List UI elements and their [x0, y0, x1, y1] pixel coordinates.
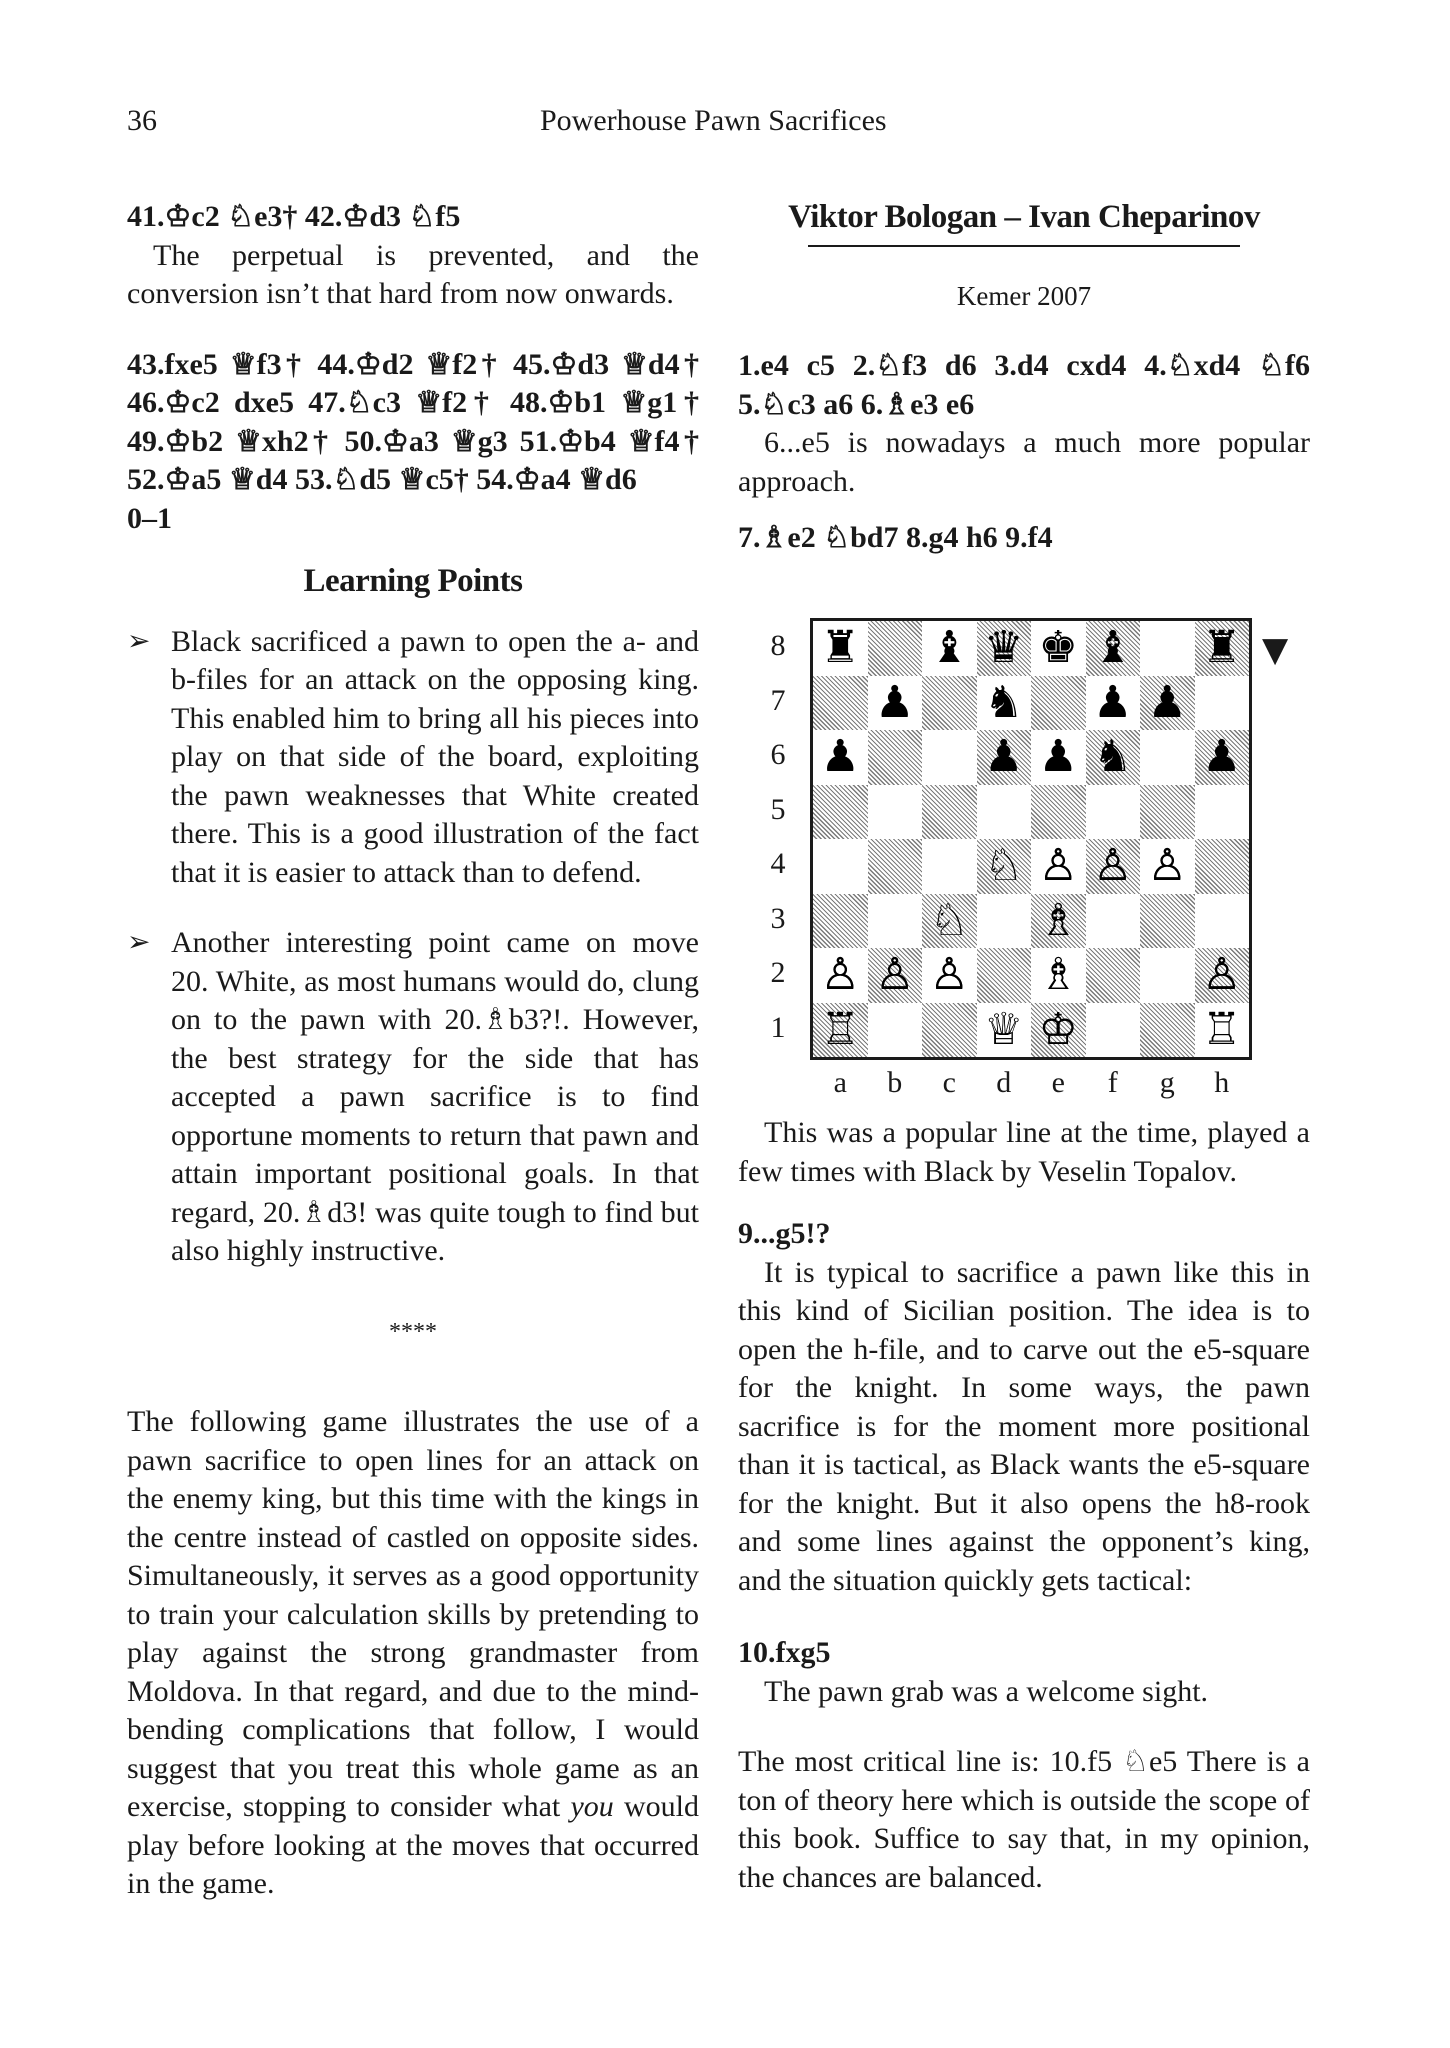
- file-label: c: [942, 1066, 956, 1099]
- square-g6: [1140, 730, 1195, 785]
- chess-piece-e6: ♟: [1038, 731, 1078, 782]
- moves-43-54: 43.fxe5 ♕f3† 44.♔d2 ♕f2† 45.♔d3 ♕d4† 46.♔c2 dxe5 47.♘c3 ♕f2† 48.♔b1 ♕g1† 49.♔b2 ♕xh2† 50.♔a3 ♕g3 51.♔b4 ♕f4† 52.♔a5 ♕d4 53.♘d5 ♕c5† 54.♔a4 ♕d6: [127, 347, 699, 496]
- chess-piece-a1: ♖: [820, 1003, 860, 1055]
- chess-board-diagram: [810, 618, 1252, 1060]
- rank-label: 7: [770, 683, 786, 717]
- intro-emphasis: you: [570, 1790, 614, 1823]
- square-h4: [1195, 839, 1250, 894]
- square-d2: [977, 948, 1032, 1003]
- chess-piece-a6: ♟: [820, 731, 860, 782]
- square-g5: [1140, 785, 1195, 840]
- chess-piece-f8: ♝: [1093, 622, 1133, 673]
- chess-piece-f7: ♟: [1093, 676, 1133, 728]
- square-h7: [1195, 676, 1250, 731]
- bullet-1-text: Black sacrificed a pawn to open the a- and b-files for an attack on the opposing king. This enabled him to bring all his pieces into play on that side of the board, exploiting the pawn weaknesses that White created there. This is a good illustration of the fact that it is easier to attack than to defend.: [171, 624, 699, 889]
- chess-piece-d6: ♟: [984, 731, 1024, 782]
- square-a5: [813, 785, 868, 840]
- bullet-point-2: [127, 924, 699, 1271]
- rank-label: 2: [770, 956, 786, 989]
- square-h5: [1195, 785, 1250, 840]
- file-label: b: [887, 1066, 903, 1099]
- chess-piece-b7: ♟: [875, 676, 915, 728]
- square-b5: [868, 785, 923, 840]
- chess-piece-e1: ♔: [1038, 1003, 1078, 1055]
- comment-pawn-grab: The pawn grab was a welcome sight.: [764, 1674, 1209, 1708]
- section-separator: ****: [389, 1318, 437, 1345]
- square-b6: [868, 730, 923, 785]
- arrow-bullet-icon: ➢: [127, 625, 151, 657]
- file-label: a: [833, 1066, 847, 1099]
- intro-text-a: The following game illustrates the use of a pawn sacrifice to open lines for an attack on the enemy king, but this time with the kings in the centre instead of castled on opposite sides. Simultaneously, it serves as a good opportunity to train your calculation skills by pretending to play against the strong grandmaster from Moldova. In that regard, and due to the mind-bending complications that follow, I would suggest that you treat this whole game as an exercise, stopping to consider what: [127, 1405, 699, 1823]
- chess-piece-c3: ♘: [929, 894, 969, 946]
- chess-piece-c2: ♙: [929, 949, 969, 1000]
- running-title: Powerhouse Pawn Sacrifices: [540, 104, 887, 137]
- square-a3: [813, 894, 868, 949]
- file-label: g: [1159, 1066, 1175, 1099]
- chess-piece-d1: ♕: [984, 1003, 1024, 1055]
- rank-label: 3: [770, 901, 786, 935]
- rank-label: 4: [770, 847, 786, 880]
- square-g1: [1140, 1003, 1195, 1058]
- file-label: f: [1107, 1066, 1118, 1099]
- square-g8: [1140, 621, 1195, 676]
- page-number: 36: [127, 104, 157, 137]
- chess-piece-a8: ♜: [820, 622, 860, 673]
- chess-piece-f4: ♙: [1093, 840, 1133, 891]
- chess-piece-g4: ♙: [1147, 840, 1187, 891]
- square-a4: [813, 839, 868, 894]
- chess-piece-d8: ♛: [984, 622, 1024, 673]
- square-c7: [922, 676, 977, 731]
- comment-critical-line: The most critical line is: 10.f5 ♘e5 There is a ton of theory here which is outside the scope of this book. Suffice to say that, in my opinion, the chances are balanced.: [738, 1745, 1310, 1894]
- game-event: Kemer 2007: [956, 280, 1092, 311]
- square-f2: [1086, 948, 1141, 1003]
- rank-label: 8: [770, 629, 786, 662]
- chess-piece-a2: ♙: [820, 949, 860, 1000]
- comment-sacrifice: It is typical to sacrifice a pawn like this in this kind of Sicilian position. The idea is to open the h-file, and to carve out the e5-square for the knight. In some ways, the pawn sacrifice is for the moment more positional than it is tactical, as Black wants the e5-square for the knight. But it also opens the h8-rook and some lines against the opponent’s king, and the situation quickly gets tactical:: [738, 1255, 1310, 1597]
- square-c6: [922, 730, 977, 785]
- chess-piece-e8: ♚: [1038, 622, 1078, 673]
- chess-piece-f6: ♞: [1093, 731, 1133, 782]
- square-b3: [868, 894, 923, 949]
- square-f1: [1086, 1003, 1141, 1058]
- moves-1-6: 1.e4 c5 2.♘f3 d6 3.d4 cxd4 4.♘xd4 ♘f6 5.♘c3 a6 6.♗e3 e6: [738, 349, 1310, 421]
- square-h3: [1195, 894, 1250, 949]
- black-to-move-icon: ▼: [1262, 630, 1289, 670]
- square-b1: [868, 1003, 923, 1058]
- square-c5: [922, 785, 977, 840]
- moves-7-9: 7.♗e2 ♘bd7 8.g4 h6 9.f4: [738, 521, 1053, 554]
- square-d5: [977, 785, 1032, 840]
- bullet-2-text: Another interesting point came on move 20. White, as most humans would do, clung on to the pawn with 20.♗b3?!. However, the best strategy for the side that has accepted a pawn sacrifice is to find opportune moments to return that pawn and attain important positional goals. In that regard, 20.♗d3! was quite tough to find but also highly instructive.: [171, 926, 699, 1267]
- chess-piece-h1: ♖: [1202, 1003, 1242, 1055]
- chess-piece-h2: ♙: [1202, 949, 1242, 1000]
- right-column-lower: [738, 1114, 1310, 1897]
- chess-piece-b2: ♙: [875, 949, 915, 1000]
- chess-piece-h8: ♜: [1202, 622, 1242, 673]
- chess-piece-e4: ♙: [1038, 840, 1078, 891]
- file-label: h: [1214, 1066, 1230, 1099]
- chess-piece-d7: ♞: [984, 676, 1024, 728]
- chess-piece-c8: ♝: [929, 622, 969, 673]
- intro-text-b: would play before looking at the moves that occurred in the game.: [127, 1790, 700, 1900]
- chess-piece-e2: ♗: [1038, 949, 1078, 1000]
- square-e5: [1031, 785, 1086, 840]
- learning-points-heading: Learning Points: [303, 563, 523, 599]
- square-g3: [1140, 894, 1195, 949]
- chess-piece-e3: ♗: [1038, 894, 1078, 946]
- intro-paragraph: [127, 1403, 699, 1904]
- comment-6-e5: 6...e5 is nowadays a much more popular approach.: [738, 426, 1310, 498]
- move-9-g5: 9...g5!?: [738, 1217, 831, 1250]
- rank-label: 1: [770, 1010, 786, 1044]
- square-b8: [868, 621, 923, 676]
- square-d3: [977, 894, 1032, 949]
- bullet-point-1: [127, 623, 699, 893]
- chess-piece-h6: ♟: [1202, 731, 1242, 782]
- square-a7: [813, 676, 868, 731]
- file-label: e: [1051, 1066, 1065, 1099]
- comment-topalov: This was a popular line at the time, played a few times with Black by Veselin Topalov.: [738, 1116, 1310, 1188]
- left-column: [127, 198, 699, 1904]
- square-c4: [922, 839, 977, 894]
- right-column: [738, 198, 1310, 558]
- move-10-fxg5: 10.fxg5: [738, 1636, 831, 1669]
- arrow-bullet-icon: ➢: [127, 927, 151, 958]
- rank-label: 6: [770, 738, 786, 771]
- square-b4: [868, 839, 923, 894]
- square-g2: [1140, 948, 1195, 1003]
- chess-piece-g7: ♟: [1147, 676, 1187, 728]
- game-result: 0–1: [127, 501, 172, 535]
- comment-perpetual: The perpetual is prevented, and the conversion isn’t that hard from now onwards.: [127, 238, 699, 310]
- chess-piece-d4: ♘: [984, 840, 1024, 891]
- square-f3: [1086, 894, 1141, 949]
- rank-label: 5: [770, 792, 786, 826]
- square-e7: [1031, 676, 1086, 731]
- square-f5: [1086, 785, 1141, 840]
- square-c1: [922, 1003, 977, 1058]
- game-title: Viktor Bologan – Ivan Cheparinov: [788, 199, 1260, 235]
- file-label: d: [996, 1066, 1012, 1099]
- moves-41-42: 41.♔c2 ♘e3† 42.♔d3 ♘f5: [127, 200, 461, 233]
